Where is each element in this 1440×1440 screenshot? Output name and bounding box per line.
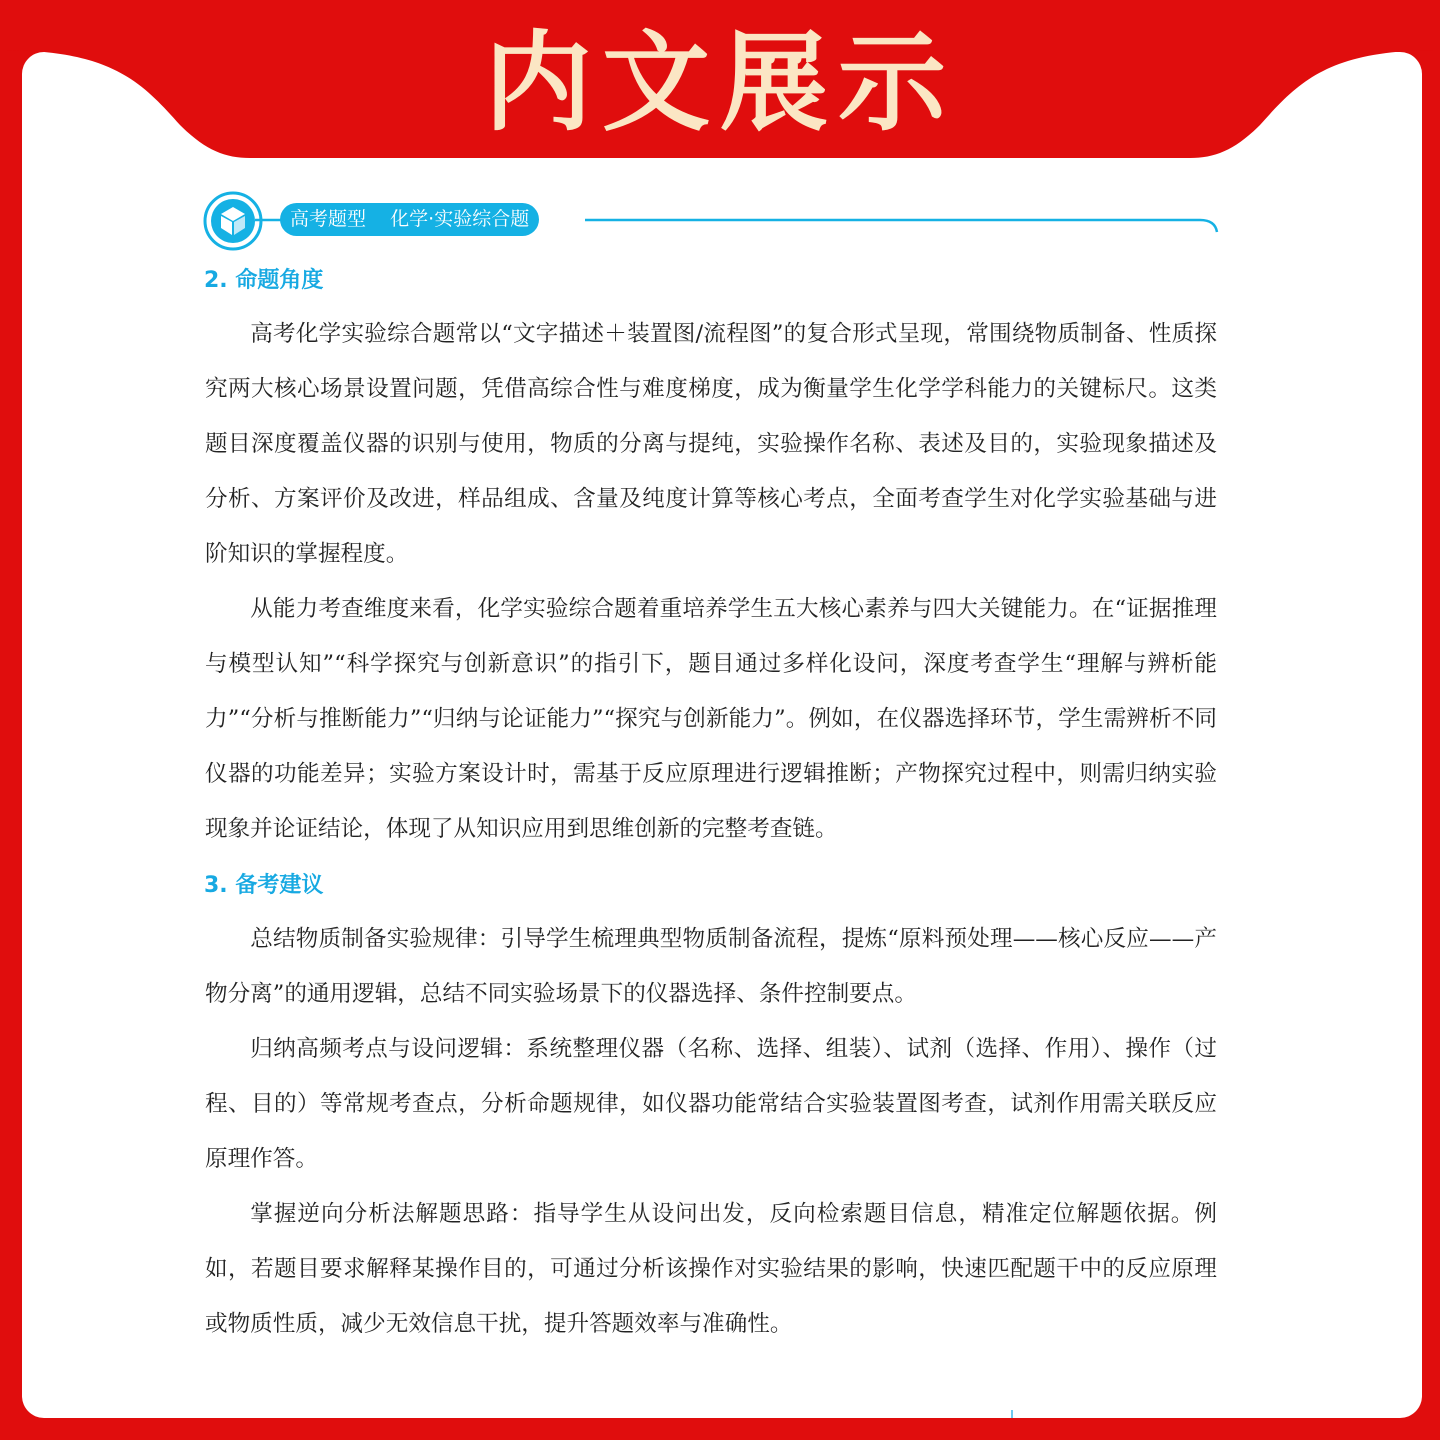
paragraph-angle-1: 高考化学实验综合题常以“文字描述＋装置图/流程图”的复合形式呈现，常围绕物质制备、性质探究两大核心场景设置问题，凭借高综合性与难度梯度，成为衡量学生化学学科能力的关键标尺。这类题目深度覆盖仪器的识别与使用，物质的分离与提纯，实验操作名称、表述及目的，实验现象描述及分析、方案评价及改进，样品组成、含量及纯度计算等核心考点，全面考查学生对化学实验基础与进阶知识的掌握程度。 (205, 321, 1217, 567)
section-title-advice: 3. 备考建议 (204, 873, 324, 898)
paragraph-angle-2: 从能力考查维度来看，化学实验综合题着重培养学生五大核心素养与四大关键能力。在“证据推理与模型认知”“科学探究与创新意识”的指引下，题目通过多样化设问，深度考查学生“理解与辨析能力”“分析与推断能力”“归纳与论证能力”“探究与创新能力”。例如，在仪器选择环节，学生需辨析不同仪器的功能差异；实验方案设计时，需基于反应原理进行逻辑推断；产物探究过程中，则需归纳实验现象并论证结论，体现了从知识应用到思维创新的完整考查链。 (205, 596, 1217, 842)
paragraph-advice-3: 掌握逆向分析法解题思路：指导学生从设问出发，反向检索题目信息，精准定位解题依据。例如，若题目要求解释某操作目的，可通过分析该操作对实验结果的影响，快速匹配题干中的反应原理或物质性质，减少无效信息干扰，提升答题效率与准确性。 (205, 1201, 1217, 1337)
banner-title: 内文展示 (483, 21, 956, 146)
question-type-badge: 高考题型 化学·实验综合题 (280, 203, 539, 236)
paragraph-advice-1: 总结物质制备实验规律：引导学生梳理典型物质制备流程，提炼“原料预处理——核心反应——产物分离”的通用逻辑，总结不同实验场景下的仪器选择、条件控制要点。 (205, 926, 1217, 1007)
section-title-angle: 2. 命题角度 (204, 268, 324, 293)
footer-mark (1011, 1410, 1013, 1418)
paragraph-advice-2: 归纳高频考点与设问逻辑：系统整理仪器（名称、选择、组装）、试剂（选择、作用）、操作（过程、目的）等常规考查点，分析命题规律，如仪器功能常结合实验装置图考查，试剂作用需关联反应原理作答。 (205, 1036, 1217, 1172)
